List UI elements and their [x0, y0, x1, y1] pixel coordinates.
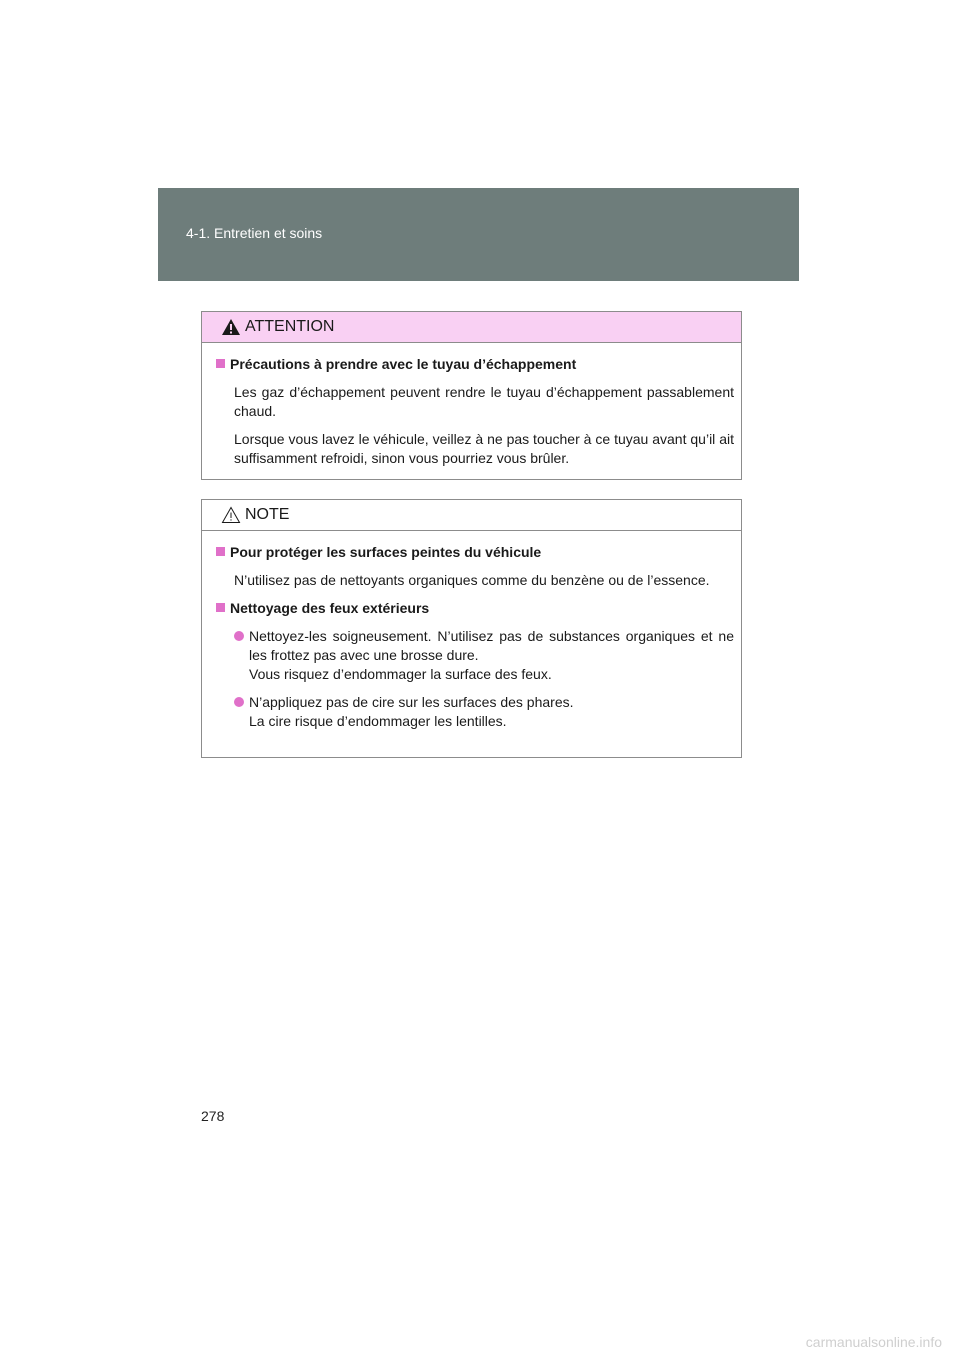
square-bullet-icon	[216, 603, 225, 612]
warning-icon	[221, 318, 241, 336]
caution-outline-icon	[221, 506, 241, 524]
note-item-title-text: Nettoyage des feux extérieurs	[230, 600, 430, 616]
note-bullet-text: La cire risque d’endommager les lentilles.	[249, 713, 507, 729]
round-bullet-icon	[234, 697, 244, 707]
note-bullet	[234, 627, 734, 684]
note-bullet-text: Nettoyez-les soigneusement. N’utilisez pas de substances organiques et ne les frottez pas avec une brosse dure.	[249, 628, 734, 663]
attention-box	[201, 311, 742, 480]
square-bullet-icon	[216, 547, 225, 556]
note-item-title	[216, 543, 734, 562]
note-header	[202, 500, 741, 531]
section-header-band	[158, 188, 799, 281]
note-paragraph: N’utilisez pas de nettoyants organiques comme du benzène ou de l’essence.	[234, 572, 710, 588]
note-bullet-text: N’appliquez pas de cire sur les surfaces des phares.	[249, 694, 574, 710]
attention-header	[202, 312, 741, 343]
section-title: 4-1. Entretien et soins	[186, 225, 323, 241]
attention-paragraph: Lorsque vous lavez le véhicule, veillez à ne pas toucher à ce tuyau avant qu’il ait suffisamment refroidi, sinon vous pourriez vous brûler.	[234, 431, 734, 466]
note-bullet	[234, 693, 734, 731]
note-body	[202, 531, 741, 754]
note-item-title	[216, 599, 734, 618]
footer-watermark: carmanualsonline.info	[805, 1334, 942, 1350]
note-bullet-text: Vous risquez d’endommager la surface des feux.	[249, 666, 552, 682]
attention-label: ATTENTION	[245, 318, 335, 335]
attention-body	[202, 343, 741, 491]
note-box	[201, 499, 742, 758]
attention-item-title	[216, 355, 734, 374]
attention-paragraph: Les gaz d’échappement peuvent rendre le tuyau d’échappement passablement chaud.	[234, 384, 734, 419]
note-item-title-text: Pour protéger les surfaces peintes du véhicule	[230, 544, 542, 560]
note-label: NOTE	[245, 506, 290, 523]
attention-item-title-text: Précautions à prendre avec le tuyau d’échappement	[230, 356, 577, 372]
square-bullet-icon	[216, 359, 225, 368]
round-bullet-icon	[234, 631, 244, 641]
page-number: 278	[201, 1108, 225, 1124]
